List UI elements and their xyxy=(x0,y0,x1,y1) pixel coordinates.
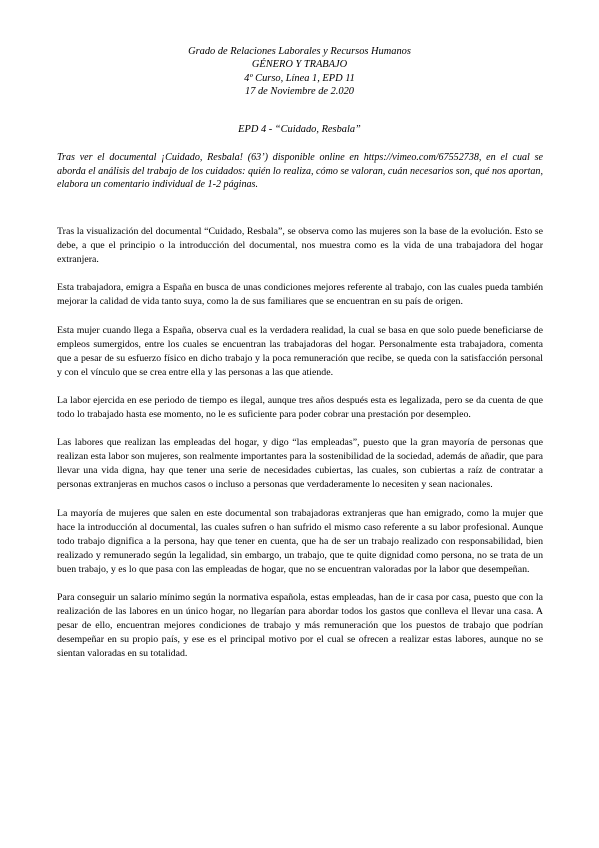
body-paragraph: Las labores que realizan las empleadas del hogar, y digo “las empleadas”, puesto que la gran mayoría de personas que realizan esta labor son mujeres, son realmente importantes para la sostenibilidad de la sociedad, además de añadir, que para llevar una vida digna, hay que tener una serie de necesidades cubiertas, las cuales, son cubiertas a raíz de contratar a personas extranjeras en muchos casos o incluso a personas que verdaderamente lo necesiten y sean nacionales. xyxy=(57,437,543,491)
document-header xyxy=(0,45,599,99)
subject-title: GÉNERO Y TRABAJO xyxy=(251,59,348,71)
document-body xyxy=(57,225,543,675)
degree-title: Grado de Relaciones Laborales y Recursos Humanos xyxy=(188,46,411,57)
body-paragraph: Esta trabajadora, emigra a España en busca de unas condiciones mejores referente al trabajo, con las cuales pueda también mejorar la calidad de vida tanto suya, como la de sus familiares que se encuentran en su país de origen. xyxy=(57,282,543,308)
course-info: 4º Curso, Línea 1, EPD 11 xyxy=(244,72,355,84)
assignment-prompt: Tras ver el documental ¡Cuidado, Resbala! (63’) disponible online en https://vimeo.com/67552738, en el cual se aborda el análisis del trabajo de los cuidados: quién lo realiza, cómo se valoran, cuán necesarios son, qué nos aportan, elabora un comentario individual de 1-2 páginas. xyxy=(57,152,543,191)
document-date: 17 de Noviembre de 2.020 xyxy=(245,86,354,98)
body-paragraph: La mayoría de mujeres que salen en este documental son trabajadoras extranjeras que han emigrado, como la mujer que hace la introducción al documental, las cuales sufren o han sufrido el mismo caso referente a su labor profesional. Aunque todo trabajo dignifica a la persona, hay que tener en cuenta, que ha de ser un trabajo realizado con responsabilidad, bien realizado y remunerado según la legalidad, sin embargo, un trabajo, que te quite dignidad como persona, no se trata de un buen trabajo, y es lo que pasa con las empleadas de hogar, que no se encuentran valoradas por la labor que desempeñan. xyxy=(57,507,543,575)
body-paragraph: La labor ejercida en ese periodo de tiempo es ilegal, aunque tres años después esta es legalizada, pero se da cuenta de que todo lo trabajado hasta ese momento, no le es suficiente para poder cobrar una prestación por desempleo. xyxy=(57,395,543,421)
body-paragraph: Esta mujer cuando llega a España, observa cual es la verdadera realidad, la cual se basa en que solo puede beneficiarse de empleos sumergidos, entre los cuales se encuentran las trabajadoras del hogar. Personalmente esta trabajadora, comenta que a pesar de su esfuerzo físico en dicho trabajo y la poca remuneración que recibe, se queda con la satisfacción personal y con el vínculo que se crea entre ella y las personas a las que atiende. xyxy=(57,324,543,378)
epd-title: EPD 4 - “Cuidado, Resbala” xyxy=(238,124,361,135)
body-paragraph: Para conseguir un salario mínimo según la normativa española, estas empleadas, han de ir casa por casa, puesto que con la realización de las labores en un único hogar, no llegarían para abordar todos los gastos que conlleva el llevar una casa. A pesar de ello, encuentran mejores condiciones de trabajo y más remuneración que los puestos de trabajo que podrían desempeñar en su propio país, y ese es el principal motivo por el cual se ofrecen a realizar estas labores, aunque no se sientan valoradas en su totalidad. xyxy=(57,592,543,659)
body-paragraph: Tras la visualización del documental “Cuidado, Resbala”, se observa como las mujeres son la base de la evolución. Esto se debe, a que el principio o la introducción del documental, nos muestra como es la vida de una trabajadora del hogar extranjera. xyxy=(57,226,543,265)
